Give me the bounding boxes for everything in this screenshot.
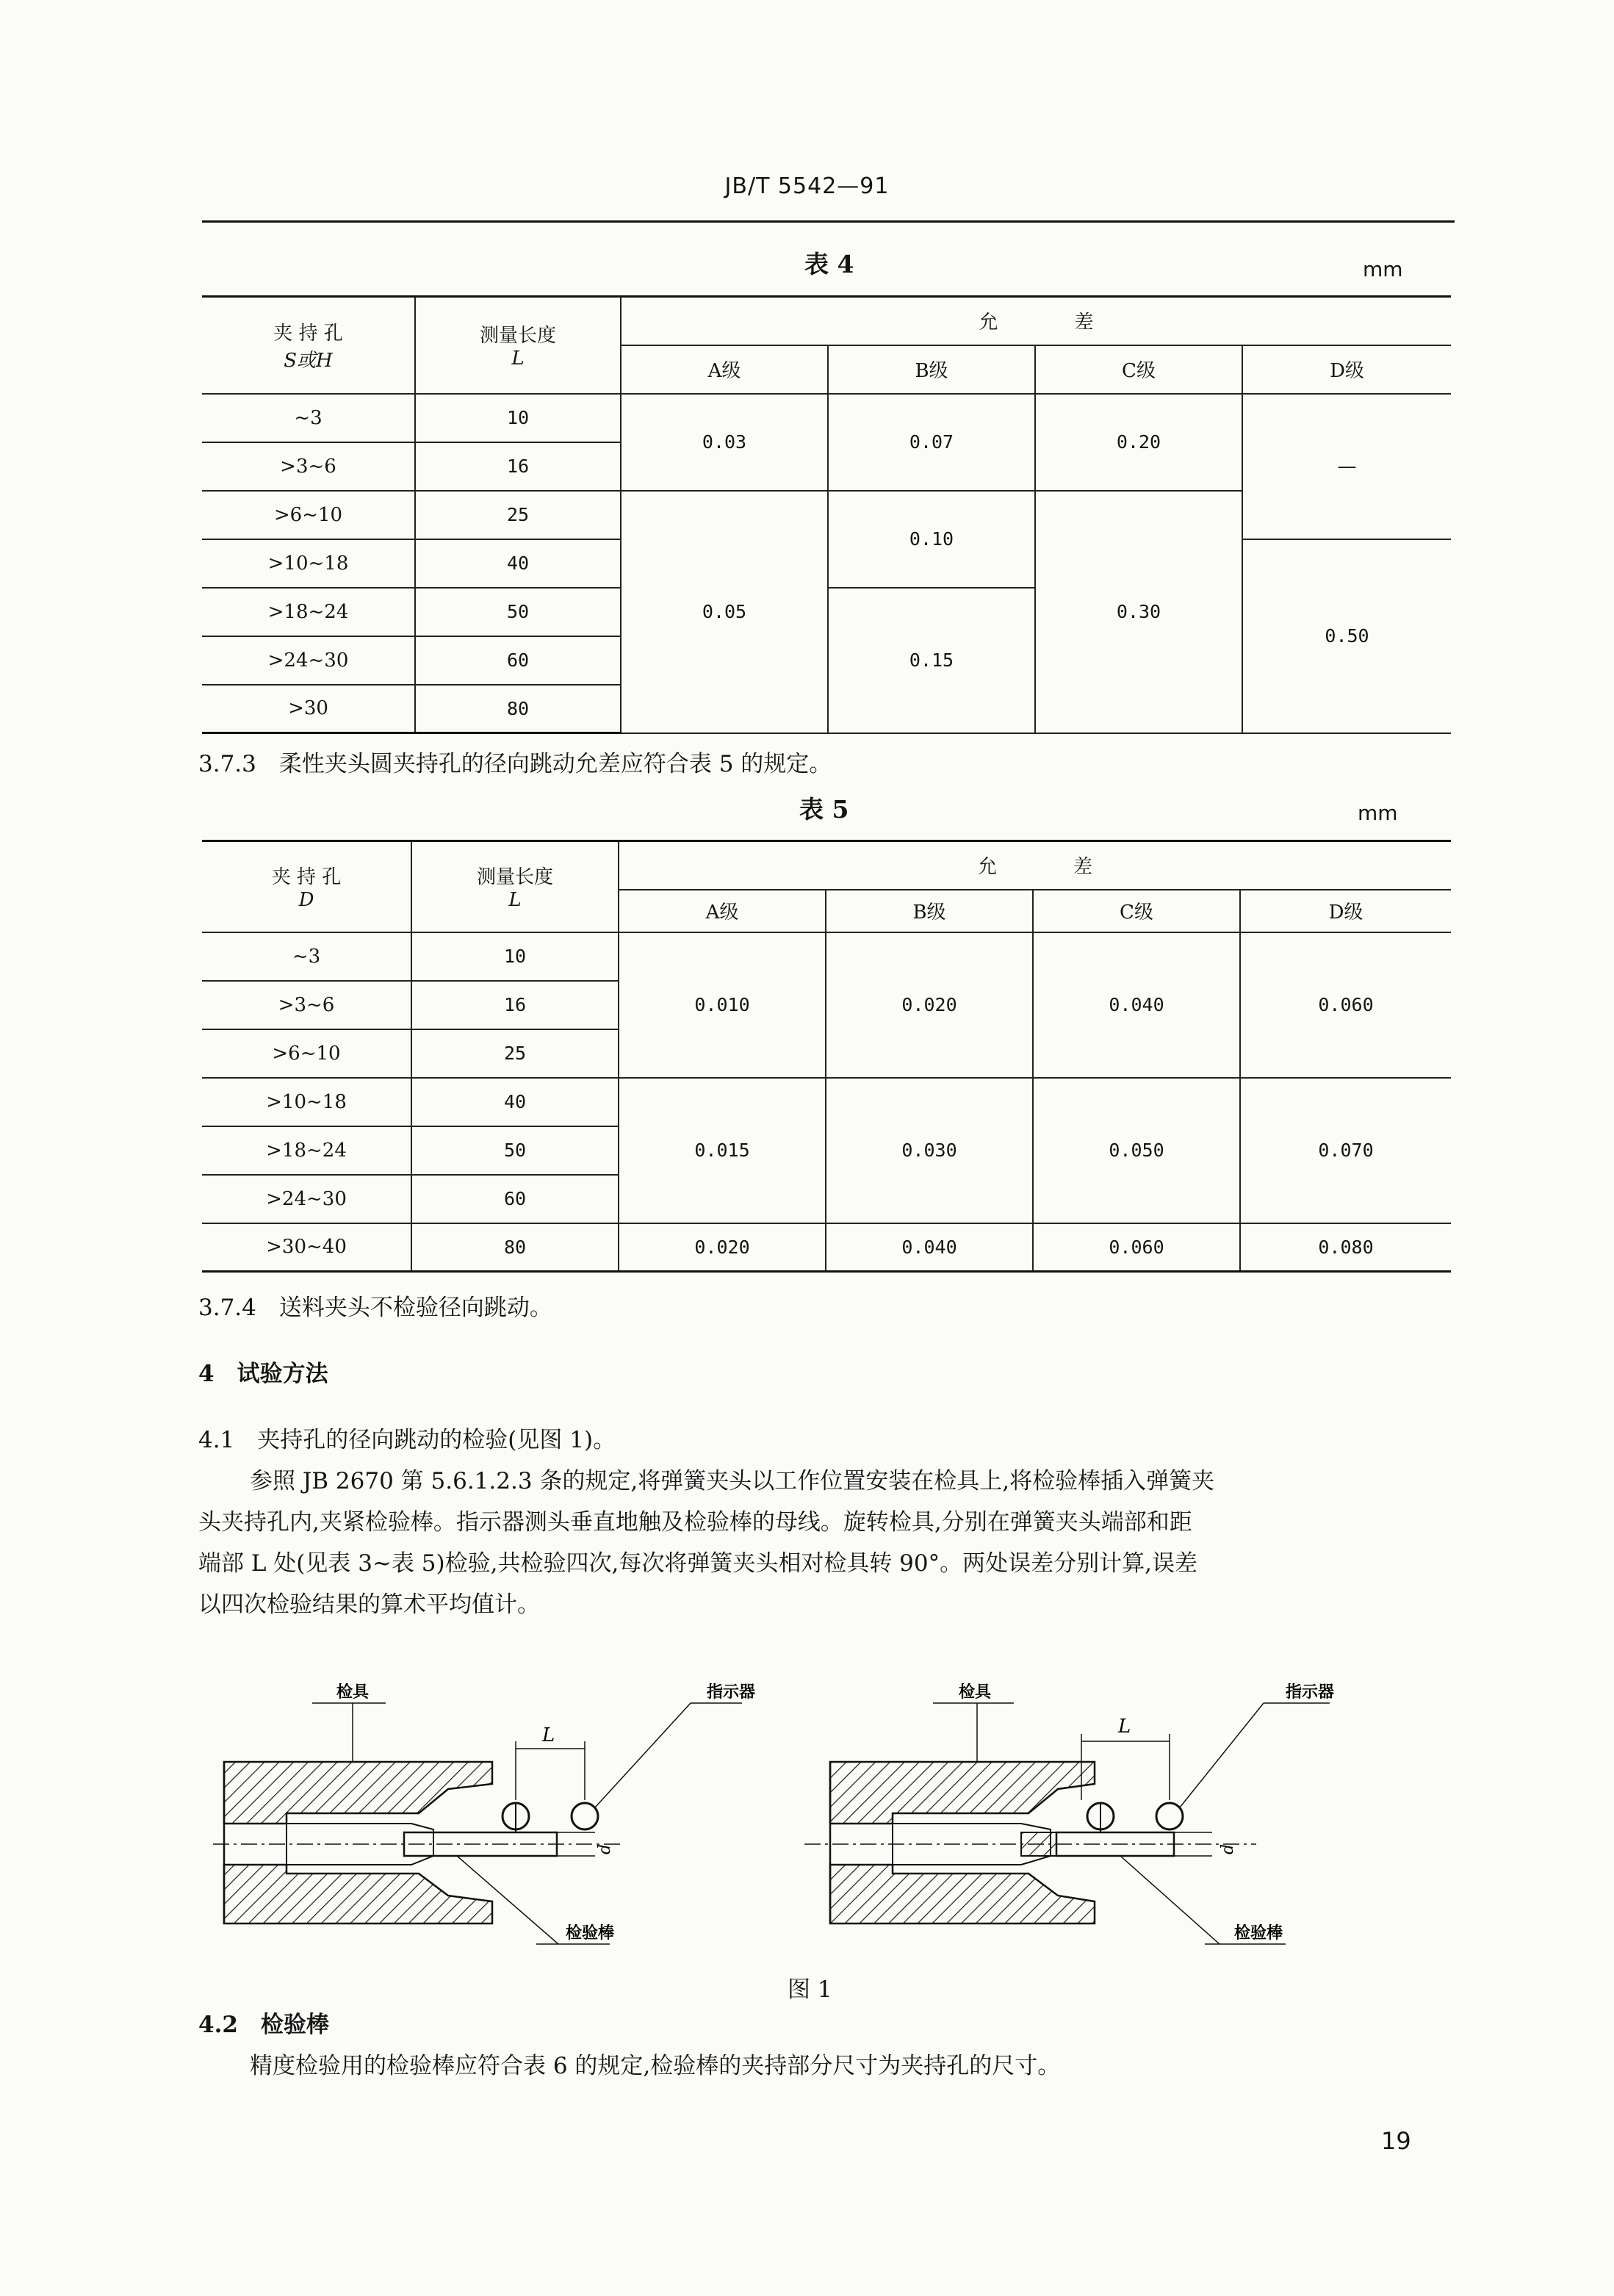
t5-c-value: 0.040 [1033, 932, 1240, 1078]
t4-head-length-symbol: L [511, 348, 525, 370]
t5-row-length: 50 [411, 1126, 619, 1175]
t5-row-hole: >6~10 [202, 1029, 411, 1078]
document-code: JB/T 5542—91 [724, 173, 890, 199]
table4-unit: mm [1363, 257, 1403, 281]
t5-row-hole: ~3 [202, 932, 411, 981]
para-4-1-line: 端部 L 处(见表 3~表 5)检验,共检验四次,每次将弹簧夹头相对检具转 90°。两处误差分别计算,误差 [198, 1550, 1197, 1577]
diameter-d-label: d [596, 1843, 614, 1854]
t4-row-length: 80 [415, 685, 621, 733]
table-4 [202, 295, 1451, 734]
fixture-upper-section [224, 1762, 492, 1824]
indicator-label: 指示器 [1286, 1683, 1335, 1702]
t5-head-tolerance: 允 差 [619, 841, 1451, 890]
test-bar-clamped-section [1021, 1832, 1056, 1856]
t5-head-length-symbol: L [508, 889, 522, 912]
dimension-L-label: L [542, 1724, 555, 1746]
table4-caption: 表 4 [804, 250, 854, 278]
t4-d-value: — [1242, 394, 1451, 539]
t5-a-value: 0.015 [619, 1078, 826, 1223]
t4-head-hole [202, 297, 415, 394]
t5-row-length: 25 [411, 1029, 619, 1078]
t5-row-length: 40 [411, 1078, 619, 1126]
t4-c-value: 0.30 [1035, 491, 1242, 733]
t4-row-hole: >3~6 [202, 442, 415, 491]
t5-b-value: 0.020 [826, 932, 1033, 1078]
t4-row-length: 10 [415, 394, 621, 442]
para-4-1-line: 以四次检验结果的算术平均值计。 [198, 1591, 540, 1618]
t5-d-value: 0.070 [1240, 1078, 1451, 1223]
page-number: 19 [1381, 2127, 1411, 2155]
t4-row-hole: >18~24 [202, 588, 415, 636]
header-rule [202, 220, 1455, 223]
t5-row-hole: >10~18 [202, 1078, 411, 1126]
t4-row-hole: >30 [202, 685, 415, 733]
fixture-lower-section [224, 1865, 492, 1923]
t5-d-value: 0.060 [1240, 932, 1451, 1078]
t5-row-hole: >18~24 [202, 1126, 411, 1175]
t4-b-value: 0.15 [828, 588, 1035, 733]
t4-row-hole: >10~18 [202, 539, 415, 588]
t5-c-value: 0.050 [1033, 1078, 1240, 1223]
t5-row-length: 60 [411, 1175, 619, 1223]
clause-4-1: 4.1 夹持孔的径向跳动的检验(见图 1)。 [198, 1427, 616, 1453]
fixture-lower-section [830, 1865, 1095, 1923]
t5-b-value: 0.030 [826, 1078, 1033, 1223]
fixture-upper-section [830, 1762, 1095, 1824]
test-bar-label: 检验棒 [1234, 1924, 1283, 1943]
test-bar-label: 检验棒 [566, 1924, 615, 1943]
para-4-2: 精度检验用的检验棒应符合表 6 的规定,检验棒的夹持部分尺寸为夹持孔的尺寸。 [250, 2053, 1061, 2079]
indicator-probe-2 [572, 1803, 598, 1829]
t5-row-length: 80 [411, 1223, 619, 1272]
t4-head-hole-label: 夹 持 孔 [273, 322, 343, 345]
t5-row-hole: >24~30 [202, 1175, 411, 1223]
para-4-1-line: 参照 JB 2670 第 5.6.1.2.3 条的规定,将弹簧夹头以工作位置安装在检具上,将检验棒插入弹簧夹 [250, 1468, 1215, 1494]
t4-row-length: 40 [415, 539, 621, 588]
t4-row-length: 25 [415, 491, 621, 539]
t4-row-length: 50 [415, 588, 621, 636]
t4-a-value: 0.03 [621, 394, 828, 491]
t4-head-hole-symbol: S或H [284, 349, 333, 372]
t5-grade-d: D级 [1240, 890, 1451, 932]
t4-b-value: 0.10 [828, 491, 1035, 588]
t4-b-value: 0.07 [828, 394, 1035, 491]
t4-row-hole: >24~30 [202, 636, 415, 685]
clause-4-2: 4.2 检验棒 [198, 2012, 329, 2038]
diameter-d-label: d [1219, 1843, 1237, 1854]
t5-head-hole-symbol: D [298, 889, 314, 912]
table-5 [202, 840, 1451, 1273]
t4-a-value: 0.05 [621, 491, 828, 733]
t5-head-length-label: 测量长度 [476, 866, 553, 889]
t4-grade-a: A级 [621, 345, 828, 394]
indicator-leader [1180, 1703, 1264, 1807]
t5-head-length [411, 841, 619, 932]
indicator-leader [595, 1703, 691, 1807]
section-4-title: 4 试验方法 [198, 1361, 328, 1387]
clause-3-7-3: 3.7.3 柔性夹头圆夹持孔的径向跳动允差应符合表 5 的规定。 [198, 751, 832, 777]
dimension-L-label: L [1118, 1716, 1131, 1738]
para-4-1-line: 头夹持孔内,夹紧检验棒。指示器测头垂直地触及检验棒的母线。旋转检具,分别在弹簧夹头端部和距 [198, 1509, 1192, 1536]
t5-row-length: 10 [411, 932, 619, 981]
t5-row-hole: >30~40 [202, 1223, 411, 1272]
test-bar-leader [1120, 1856, 1219, 1944]
t5-grade-b: B级 [826, 890, 1033, 932]
figure-left-drawing [213, 1683, 755, 1944]
indicator-probe-2 [1156, 1803, 1183, 1829]
t4-grade-b: B级 [828, 345, 1035, 394]
t4-row-hole: >6~10 [202, 491, 415, 539]
t4-c-value: 0.20 [1035, 394, 1242, 491]
t5-grade-c: C级 [1033, 890, 1240, 932]
figure-right-drawing [804, 1683, 1334, 1944]
t5-row-length: 16 [411, 981, 619, 1029]
table5-caption: 表 5 [799, 795, 849, 824]
fixture-label: 检具 [336, 1683, 370, 1702]
t4-row-length: 16 [415, 442, 621, 491]
figure-1-caption: 图 1 [788, 1976, 832, 2003]
figure-1 [184, 1653, 1396, 1962]
t5-head-hole-label: 夹 持 孔 [271, 866, 342, 889]
indicator-label: 指示器 [707, 1683, 756, 1702]
clause-3-7-4: 3.7.4 送料夹头不检验径向跳动。 [198, 1295, 552, 1321]
table5-unit: mm [1358, 801, 1398, 825]
t5-b-value: 0.040 [826, 1223, 1033, 1272]
fixture-label: 检具 [959, 1683, 992, 1702]
t5-c-value: 0.060 [1033, 1223, 1240, 1272]
t5-grade-a: A级 [619, 890, 826, 932]
t4-grade-d: D级 [1242, 345, 1451, 394]
t4-head-tolerance: 允 差 [621, 297, 1451, 345]
t4-row-hole: ~3 [202, 394, 415, 442]
t5-d-value: 0.080 [1240, 1223, 1451, 1272]
t5-a-value: 0.020 [619, 1223, 826, 1272]
t4-head-length [415, 297, 621, 394]
t4-row-length: 60 [415, 636, 621, 685]
t4-grade-c: C级 [1035, 345, 1242, 394]
t5-head-hole [202, 841, 411, 932]
t4-d-value: 0.50 [1242, 539, 1451, 733]
t5-a-value: 0.010 [619, 932, 826, 1078]
t5-row-hole: >3~6 [202, 981, 411, 1029]
t4-head-length-label: 测量长度 [479, 325, 556, 348]
